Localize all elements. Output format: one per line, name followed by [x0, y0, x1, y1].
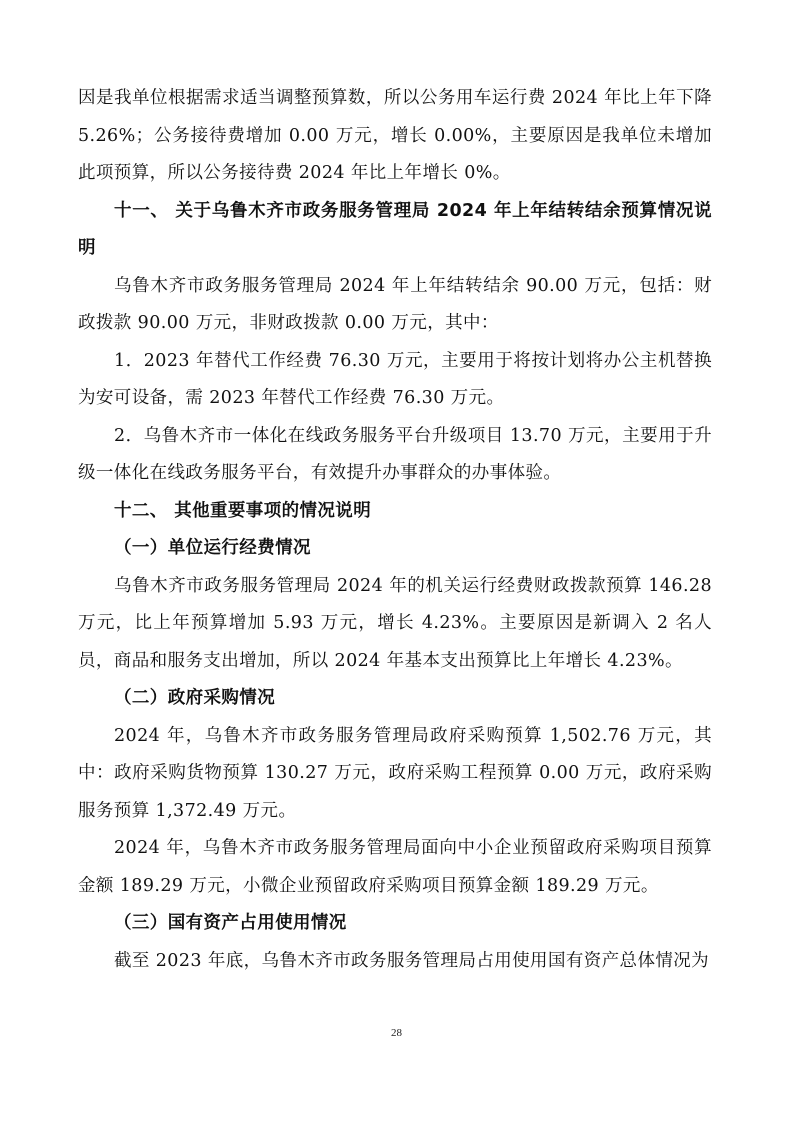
paragraph-operating-costs: 乌鲁木齐市政务服务管理局 2024 年的机关运行经费财政拨款预算 146.28 万元，比上年预算增加 5.93 万元，增长 4.23%。主要原因是新调入 2 名人员，商品和服务支出增加，所以 2024 年基本支出预算比上年增长 4.23%。	[78, 575, 712, 671]
paragraph-procurement-budget: 2024 年，乌鲁木齐市政务服务管理局政府采购预算 1,502.76 万元，其中：政府采购货物预算 130.27 万元，政府采购工程预算 0.00 万元，政府采购服务预算 1,372.49 万元。	[78, 725, 712, 821]
subheading-government-procurement: （二）政府采购情况	[114, 688, 276, 708]
paragraph-carryover-total: 乌鲁木齐市政务服务管理局 2024 年上年结转结余 90.00 万元，包括：财政拨款 90.00 万元，非财政拨款 0.00 万元，其中：	[78, 275, 712, 333]
section-heading-11: 十一、 关于乌鲁木齐市政务服务管理局 2024 年上年结转结余预算情况说明	[78, 200, 712, 258]
subheading-operating-costs: （一）单位运行经费情况	[114, 538, 311, 558]
paragraph-state-assets: 截至 2023 年底，乌鲁木齐市政务服务管理局占用使用国有资产总体情况为	[114, 950, 710, 971]
paragraph-carryover-item-1: 1．2023 年替代工作经费 76.30 万元，主要用于将按计划将办公主机替换为安可设备，需 2023 年替代工作经费 76.30 万元。	[78, 350, 712, 408]
document-page	[78, 80, 712, 980]
paragraph-carryover-item-2: 2．乌鲁木齐市一体化在线政务服务平台升级项目 13.70 万元，主要用于升级一体化在线政务服务平台，有效提升办事群众的办事体验。	[78, 425, 712, 483]
subheading-state-assets: （三）国有资产占用使用情况	[114, 913, 347, 933]
paragraph-sme-reserved: 2024 年，乌鲁木齐市政务服务管理局面向中小企业预留政府采购项目预算金额 189.29 万元，小微企业预留政府采购项目预算金额 189.29 万元。	[78, 838, 712, 896]
paragraph-vehicle-reception-costs: 因是我单位根据需求适当调整预算数，所以公务用车运行费 2024 年比上年下降 5.26%；公务接待费增加 0.00 万元，增长 0.00%，主要原因是我单位未增加此项预算，所以公务接待费 2024 年比上年增长 0%。	[78, 88, 712, 183]
section-heading-12: 十二、 其他重要事项的情况说明	[114, 500, 372, 521]
page-number: 28	[391, 1027, 402, 1039]
